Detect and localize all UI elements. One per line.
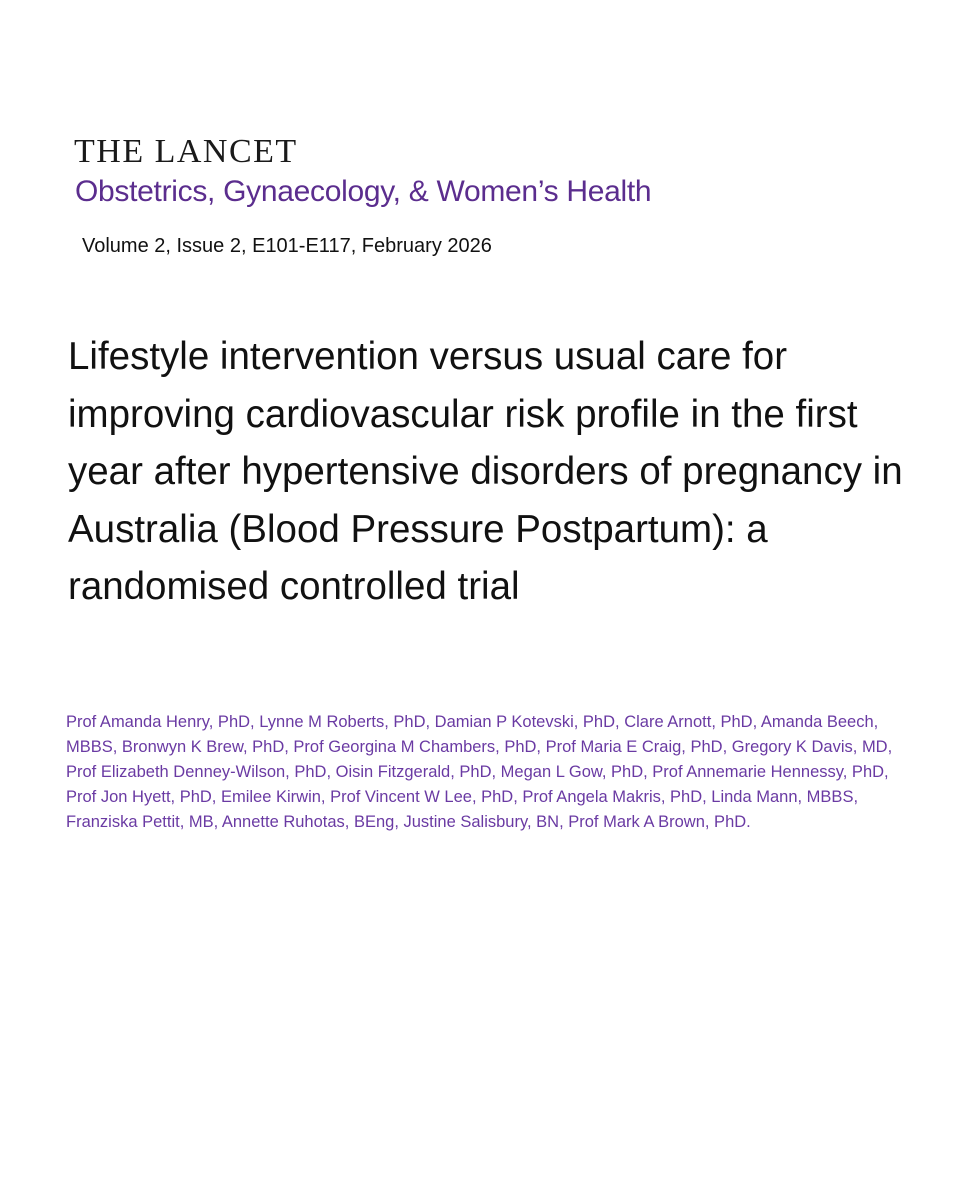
journal-name: THE LANCET xyxy=(74,133,298,170)
article-title: Lifestyle intervention versus usual care for improving cardiovascular risk profile in the first year after hypertensive disorders of pregnancy in Australia (Blood Pressure Postpartum): a randomised controlled trial xyxy=(68,335,903,608)
journal-subtitle: Obstetrics, Gynaecology, & Women’s Health xyxy=(75,175,652,208)
author-list: Prof Amanda Henry, PhD, Lynne M Roberts, PhD, Damian P Kotevski, PhD, Clare Arnott, PhD, Amanda Beech, MBBS, Bronwyn K Brew, PhD, Prof Georgina M Chambers, PhD, Prof Maria E Craig, PhD, Gregory K Davis, MD, Prof Elizabeth Denney-Wilson, PhD, Oisin Fitzgerald, PhD, Megan L Gow, PhD, Prof Annemarie Hennessy, PhD, Prof Jon Hyett, PhD, Emilee Kirwin, Prof Vincent W Lee, PhD, Prof Angela Makris, PhD, Linda Mann, MBBS, Franziska Pettit, MB, Annette Ruhotas, BEng, Justine Salisbury, BN, Prof Mark A Brown, PhD. xyxy=(66,713,893,831)
issue-info: Volume 2, Issue 2, E101-E117, February 2026 xyxy=(82,235,492,257)
